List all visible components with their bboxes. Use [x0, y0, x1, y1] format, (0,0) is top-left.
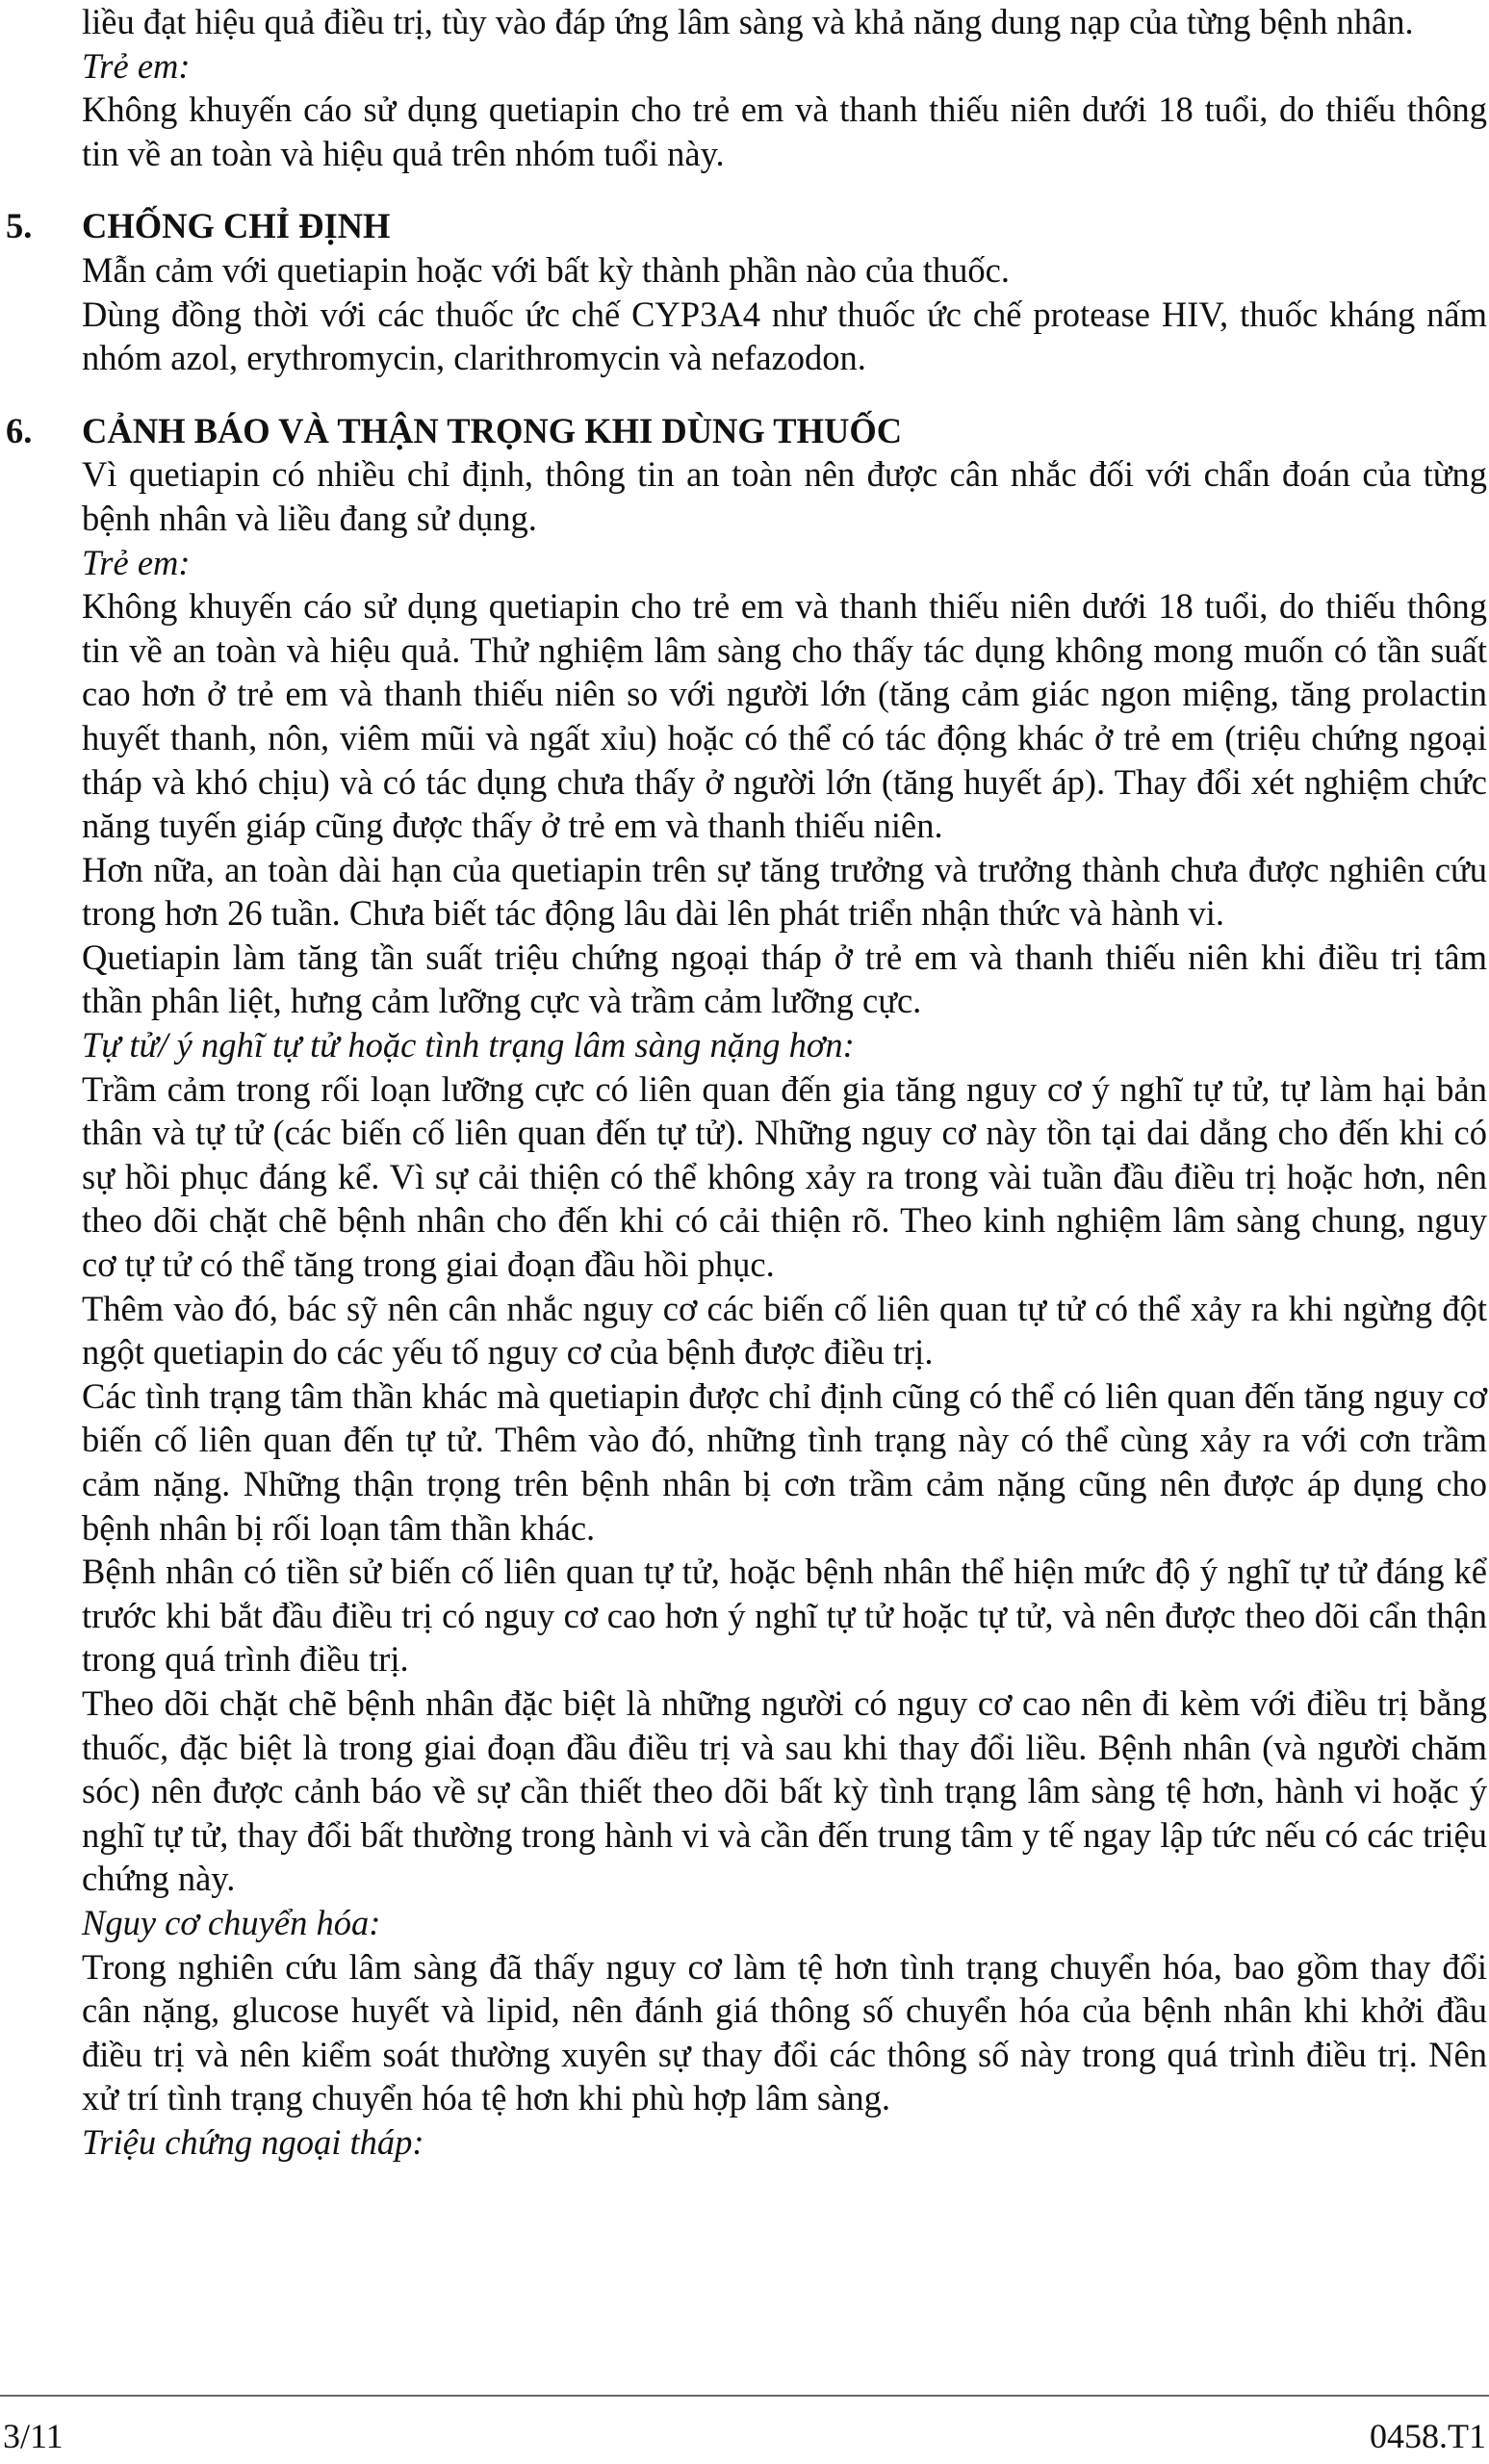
section-number: 5. — [6, 206, 33, 246]
page-number: 3/11 — [3, 2417, 64, 2455]
section-number: 6. — [6, 410, 33, 450]
metabolic-paragraph: Trong nghiên cứu lâm sàng đã thấy nguy cơ làm tệ hơn tình trạng chuyển hóa, bao gồm thay đổi cân nặng, glucose huyết và lipid, nên đánh giá thông số chuyển hóa của bệnh nhân khi khởi đầu điều trị và nên kiểm soát thường xuyên sự thay đổi các thông số này trong quá trình điều trị. Nên xử trí tình trạng chuyển hóa tệ hơn khi phù hợp lâm sàng. — [82, 1946, 1487, 2118]
section-contraindications — [6, 204, 1487, 379]
document-body — [6, 0, 1487, 2165]
warnings-paragraph: Vì quetiapin có nhiều chỉ định, thông tin an toàn nên được cân nhắc đối với chẩn đoán của từng bệnh nhân và liều đang sử dụng. — [82, 454, 1487, 538]
section-heading — [6, 409, 1487, 453]
suicide-paragraph: Trầm cảm trong rối loạn lưỡng cực có liên quan đến gia tăng nguy cơ ý nghĩ tự tử, tự làm hại bản thân và tự tử (các biến cố liên quan đến tự tử). Những nguy cơ này tồn tại dai dẳng cho đến khi có sự hồi phục đáng kể. Vì sự cải thiện có thể không xảy ra trong vài tuần đầu điều trị hoặc hơn, nên theo dõi chặt chẽ bệnh nhân cho đến khi có cải thiện rõ. Theo kinh nghiệm lâm sàng chung, nguy cơ tự tử có thể tăng trong giai đoạn đầu hồi phục. — [82, 1068, 1487, 1285]
children-paragraph: Hơn nữa, an toàn dài hạn của quetiapin trên sự tăng trưởng và trưởng thành chưa được nghiên cứu trong hơn 26 tuần. Chưa biết tác động lâu dài lên phát triển nhận thức và hành vi. — [82, 849, 1487, 934]
children-subheading: Trẻ em: — [82, 542, 191, 582]
suicide-subheading: Tự tử/ ý nghĩ tự tử hoặc tình trạng lâm sàng nặng hơn: — [82, 1025, 855, 1065]
children-paragraph: Quetiapin làm tăng tần suất triệu chứng ngoại tháp ở trẻ em và thanh thiếu niên khi điều trị tâm thần phân liệt, hưng cảm lưỡng cực và trầm cảm lưỡng cực. — [82, 937, 1487, 1021]
suicide-paragraph: Thêm vào đó, bác sỹ nên cân nhắc nguy cơ các biến cố liên quan tự tử có thể xảy ra khi ngừng đột ngột quetiapin do các yếu tố nguy cơ của bệnh được điều trị. — [82, 1288, 1487, 1373]
section-heading — [6, 204, 1487, 248]
metabolic-subheading: Nguy cơ chuyển hóa: — [82, 1902, 381, 1942]
children-paragraph: Không khuyến cáo sử dụng quetiapin cho trẻ em và thanh thiếu niên dưới 18 tuổi, do thiếu thông tin về an toàn và hiệu quả. Thử nghiệm lâm sàng cho thấy tác dụng không mong muốn có tần suất cao hơn ở trẻ em và thanh thiếu niên so với người lớn (tăng cảm giác ngon miệng, tăng prolactin huyết thanh, nôn, viêm mũi và ngất xỉu) hoặc có thể có tác động khác ở trẻ em (triệu chứng ngoại tháp và khó chịu) và có tác dụng chưa thấy ở người lớn (tăng huyết áp). Thay đổi xét nghiệm chức năng tuyến giáp cũng được thấy ở trẻ em và thanh thiếu niên. — [82, 586, 1487, 846]
children-paragraph: Không khuyến cáo sử dụng quetiapin cho trẻ em và thanh thiếu niên dưới 18 tuổi, do thiếu thông tin về an toàn và hiệu quả trên nhóm tuổi này. — [82, 90, 1487, 173]
suicide-paragraph: Các tình trạng tâm thần khác mà quetiapin được chỉ định cũng có thể có liên quan đến tăng nguy cơ biến cố liên quan đến tự tử. Thêm vào đó, những tình trạng này có thể cùng xảy ra với cơn trầm cảm nặng. Những thận trọng trên bệnh nhân bị cơn trầm cảm nặng cũng nên được áp dụng cho bệnh nhân bị rối loạn tâm thần khác. — [82, 1375, 1487, 1548]
contraindication-paragraph: Dùng đồng thời với các thuốc ức chế CYP3A4 như thuốc ức chế protease HIV, thuốc kháng nấm nhóm azol, erythromycin, clarithromycin và nefazodon. — [82, 294, 1487, 378]
section-warnings — [6, 409, 1487, 2165]
suicide-paragraph: Bệnh nhân có tiền sử biến cố liên quan tự tử, hoặc bệnh nhân thể hiện mức độ ý nghĩ tự tử đáng kể trước khi bắt đầu điều trị có nguy cơ cao hơn ý nghĩ tự tử hoặc tự tử, và nên được theo dõi cẩn thận trong quá trình điều trị. — [82, 1552, 1487, 1680]
section-title: CHỐNG CHỈ ĐỊNH — [82, 206, 391, 246]
contraindication-paragraph: Mẫn cảm với quetiapin hoặc với bất kỳ thành phần nào của thuốc. — [82, 249, 1011, 290]
eps-subheading: Triệu chứng ngoại tháp: — [82, 2121, 424, 2162]
children-subheading: Trẻ em: — [82, 45, 191, 86]
footer-divider — [0, 2395, 1489, 2397]
document-code: 0458.T1 — [1370, 2417, 1486, 2455]
suicide-paragraph: Theo dõi chặt chẽ bệnh nhân đặc biệt là những người có nguy cơ cao nên đi kèm với điều trị bằng thuốc, đặc biệt là trong giai đoạn đầu điều trị và sau khi thay đổi liều. Bệnh nhân (và người chăm sóc) nên được cảnh báo về sự cần thiết theo dõi bất kỳ tình trạng lâm sàng tệ hơn, hành vi hoặc ý nghĩ tự tử, thay đổi bất thường trong hành vi và cần đến trung tâm y tế ngay lập tức nếu có các triệu chứng này. — [82, 1682, 1487, 1899]
section-title: CẢNH BÁO VÀ THẬN TRỌNG KHI DÙNG THUỐC — [82, 410, 903, 450]
intro-paragraph: liều đạt hiệu quả điều trị, tùy vào đáp ứng lâm sàng và khả năng dung nạp của từng bệnh nhân. — [82, 2, 1414, 41]
